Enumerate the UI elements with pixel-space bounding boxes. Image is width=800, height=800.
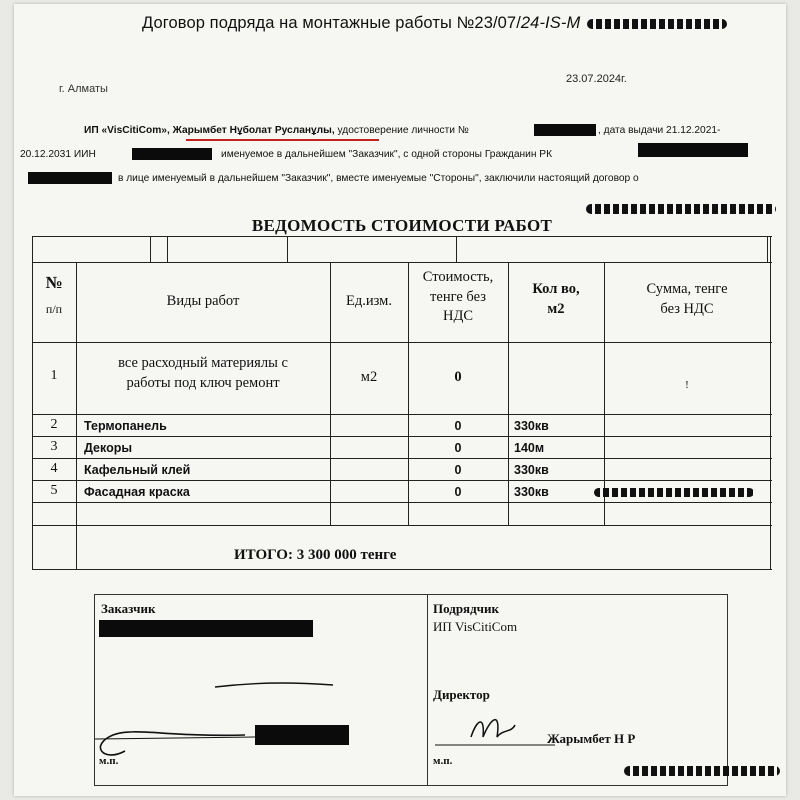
- document-title: [142, 14, 727, 33]
- contractor-name: ИП VisCitiCom: [433, 619, 518, 634]
- row-3-quantity: 140м: [514, 441, 545, 455]
- sheet-title: ВЕДОМОСТЬ СТОИМОСТИ РАБОТ: [251, 216, 553, 235]
- header-sum: Сумма, тенге без НДС: [646, 281, 728, 317]
- row-1-number: 1: [50, 368, 58, 383]
- director-name: Жарымбет Н Р: [547, 731, 636, 746]
- header-cost: Стоимость, тенге без НДС: [422, 269, 494, 325]
- contract-page: [14, 4, 786, 796]
- customer-signature-icon: [95, 675, 355, 765]
- bottom-scribble: [624, 766, 780, 776]
- row-1-cost: 0: [454, 369, 462, 385]
- cost-table: [32, 236, 772, 570]
- title-prefix: Договор подряда на монтажные работы №23/07/: [142, 14, 521, 32]
- contractor-label: Подрядчик: [433, 601, 499, 616]
- redaction-box: [132, 148, 212, 160]
- intro-line-2-start: 20.12.2031 ИИН: [20, 149, 96, 160]
- total-amount: ИТОГО: 3 300 000 тенге: [234, 547, 397, 563]
- row-2-number: 2: [50, 417, 58, 432]
- document-date: 23.07.2024г.: [566, 73, 627, 85]
- city-label: г. Алматы: [59, 83, 108, 95]
- row-5-number: 5: [50, 483, 58, 498]
- intro-line-3: в лице именуемый в дальнейшем "Заказчик", вместе именуемые "Стороны", заключили настоящий договор о: [118, 173, 639, 184]
- company-name: ИП «VisCitiCom»,: [84, 125, 170, 136]
- row-1-work: все расходный материялы с работы под ключ ремонт: [118, 355, 288, 391]
- intro-line-2-mid: именуемое в дальнейшем "Заказчик", с одной стороны Гражданин РК: [221, 149, 553, 160]
- row-3-number: 3: [50, 439, 58, 454]
- redaction-box: [99, 620, 313, 637]
- row-1-sum: !: [685, 379, 689, 391]
- redaction-box: [28, 172, 112, 184]
- header-number: № п/п: [45, 273, 63, 316]
- row-2-quantity: 330кв: [514, 419, 549, 433]
- row-5-scribble: [594, 488, 754, 497]
- title-number-suffix: 24-IS-M: [520, 14, 581, 32]
- cost-sheet: [32, 216, 772, 572]
- redaction-box: [638, 143, 748, 157]
- customer-stamp-label: м.п.: [99, 755, 119, 767]
- header-work-type: Виды работ: [166, 293, 240, 309]
- header-quantity: Кол во, м2: [532, 281, 580, 317]
- row-5-cost: 0: [454, 485, 462, 499]
- id-label: удостоверение личности №: [337, 125, 469, 136]
- intro-line-1-end: , дата выдачи 21.12.2021-: [598, 125, 721, 136]
- contractor-stamp-label: м.п.: [433, 755, 453, 767]
- row-4-number: 4: [50, 461, 58, 476]
- intro-line-1: [84, 125, 469, 137]
- owner-name-underline: [186, 139, 379, 141]
- margin-scribble: [586, 204, 776, 214]
- row-2-cost: 0: [454, 419, 462, 433]
- owner-name: Жарымбет Нұболат Русланұлы,: [172, 125, 335, 136]
- row-3-cost: 0: [454, 441, 462, 455]
- row-4-quantity: 330кв: [514, 463, 549, 477]
- customer-label: Заказчик: [101, 601, 156, 616]
- header-unit: Ед.изм.: [346, 293, 392, 309]
- title-scribble: [587, 19, 727, 29]
- row-2-work: Термопанель: [84, 419, 167, 433]
- signature-block: [94, 594, 728, 786]
- row-5-quantity: 330кв: [514, 485, 549, 499]
- row-5-work: Фасадная краска: [84, 485, 190, 499]
- row-4-work: Кафельный клей: [84, 463, 191, 477]
- row-4-cost: 0: [454, 463, 462, 477]
- row-3-work: Декоры: [84, 441, 133, 455]
- row-1-unit: м2: [360, 369, 378, 385]
- director-signature-icon: [431, 707, 561, 751]
- director-label: Директор: [433, 687, 490, 702]
- redaction-box: [534, 124, 596, 136]
